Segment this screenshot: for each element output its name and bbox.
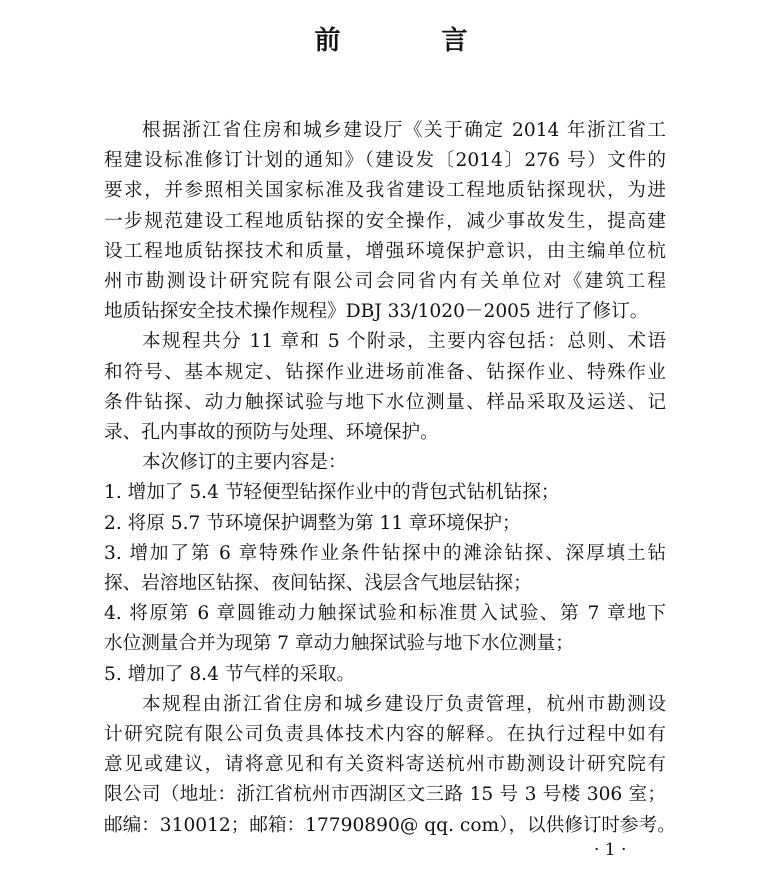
text-line: 一步规范建设工程地质钻探的安全操作，减少事故发生，提高建	[104, 210, 666, 232]
text-line: 本规程由浙江省住房和城乡建设厅负责管理，杭州市勘测设	[142, 693, 666, 715]
text-line: 根据浙江省住房和城乡建设厅《关于确定 2014 年浙江省工	[142, 120, 666, 141]
text-line: 和符号、基本规定、钻探作业进场前准备、钻探作业、特殊作业	[104, 361, 666, 383]
text-line: 本规程共分 11 章和 5 个附录，主要内容包括：总则、术语	[142, 331, 666, 353]
revision-item-5	[104, 660, 666, 690]
text-line: 2. 将原 5.7 节环境保护调整为第 11 章环境保护；	[104, 512, 521, 534]
paragraph-management	[104, 690, 676, 841]
text-line: 邮编：310012；邮箱：17790890@ qq. com），以供修订时参考。	[104, 814, 676, 836]
text-line: 水位测量合并为现第 7 章动力触探试验与地下水位测量；	[104, 633, 574, 655]
paragraph-contents	[104, 327, 666, 448]
text-line: 计研究院有限公司负责具体技术内容的解释。在执行过程中如有	[104, 724, 666, 746]
text-line: 意见或建议，请将意见和有关资料寄送杭州市勘测设计研究院有	[104, 754, 666, 776]
page-title: 前 言	[314, 26, 514, 56]
text-line: 1. 增加了 5.4 节轻便型钻探作业中的背包式钻机钻探；	[104, 482, 560, 504]
text-line: 条件钻探、动力触探试验与地下水位测量、样品采取及运送、记	[104, 391, 666, 413]
page-number: · 1 ·	[594, 840, 627, 860]
text-line: 州市勘测设计研究院有限公司会同省内有关单位对《建筑工程	[104, 271, 666, 293]
text-line: 要求，并参照相关国家标准及我省建设工程地质钻探现状，为进	[104, 180, 666, 202]
text-line: 4. 将原第 6 章圆锥动力触探试验和标准贯入试验、第 7 章地下	[104, 603, 666, 625]
text-line: 限公司（地址：浙江省杭州市西湖区文三路 15 号 3 号楼 306 室；	[104, 784, 666, 806]
text-line: 录、孔内事故的预防与处理、环境保护。	[104, 422, 439, 444]
text-line: 探、岩溶地区钻探、夜间钻探、浅层含气地层钻探；	[104, 573, 532, 595]
revision-item-3	[104, 539, 666, 599]
text-line: 本次修订的主要内容是：	[142, 452, 347, 474]
text-line: 设工程地质钻探技术和质量，增强环境保护意识，由主编单位杭	[104, 240, 666, 262]
text-line: 3. 增加了第 6 章特殊作业条件钻探中的滩涂钻探、深厚填土钻	[104, 542, 666, 564]
revision-item-4	[104, 599, 666, 659]
revision-item-2	[104, 509, 666, 539]
text-line: 地质钻探安全技术操作规程》DBJ 33/1020－2005 进行了修订。	[104, 301, 649, 323]
text-line: 5. 增加了 8.4 节气样的采取。	[104, 663, 355, 685]
text-line: 程建设标准修订计划的通知》（建设发〔2014〕276 号）文件的	[104, 150, 666, 172]
paragraph-background	[104, 116, 666, 327]
paragraph-revision-intro	[104, 448, 666, 478]
document-body	[104, 116, 676, 841]
revision-item-1	[104, 478, 666, 508]
